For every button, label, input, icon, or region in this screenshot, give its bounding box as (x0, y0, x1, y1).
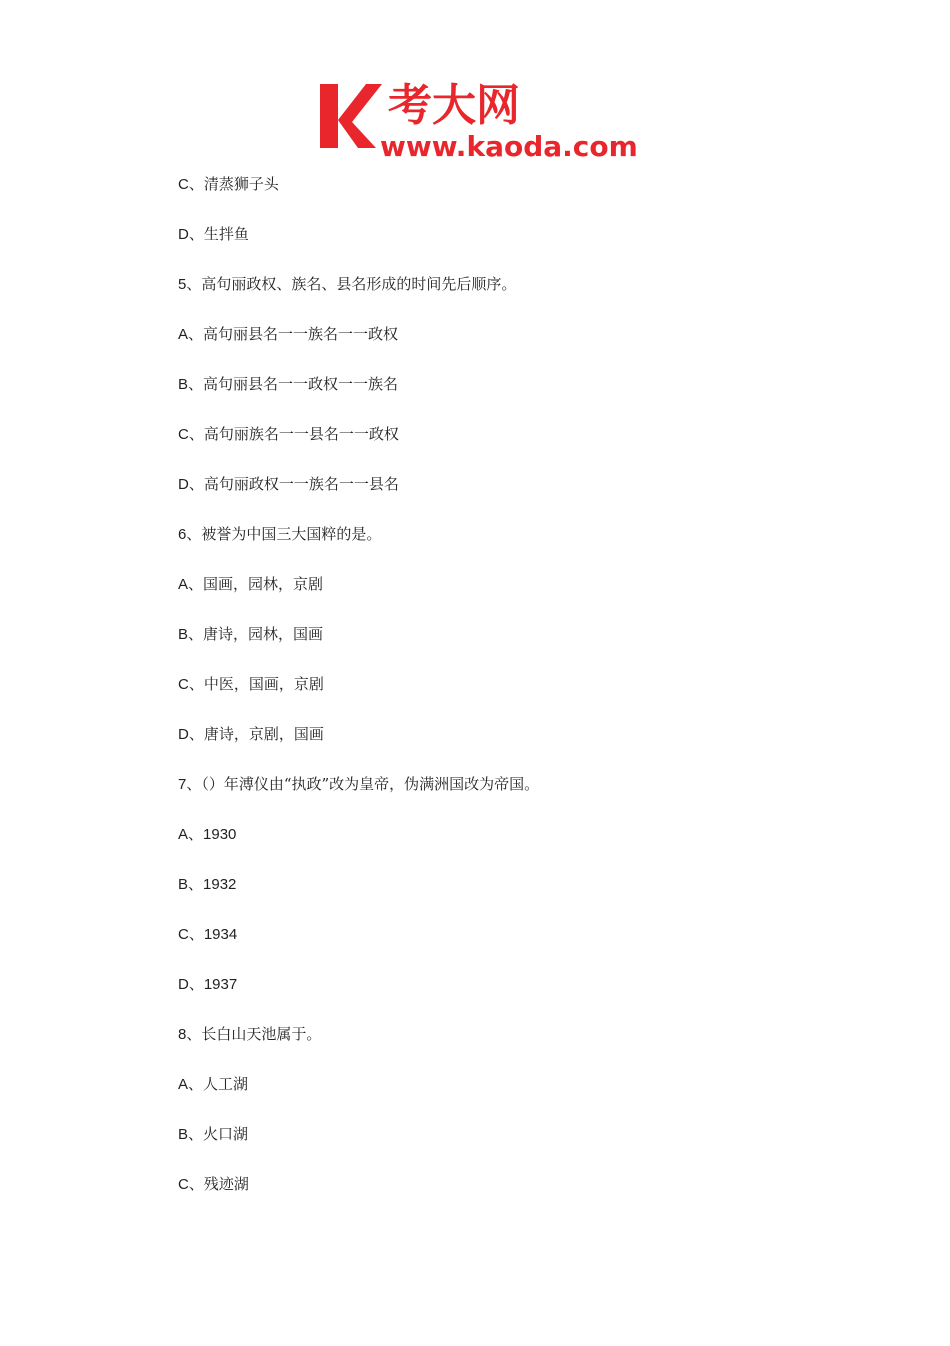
item-label: C、 (178, 1176, 204, 1193)
item-text: 1932 (203, 876, 237, 893)
item-text: 高句丽族名一一县名一一政权 (203, 425, 399, 443)
item-label: 5、 (178, 276, 202, 293)
item-label: 8、 (178, 1026, 202, 1043)
kaoda-logo (318, 76, 640, 160)
item-label: A、 (178, 826, 204, 843)
document-line (178, 420, 878, 470)
document-body (178, 170, 878, 1220)
item-text: 中医，国画，京剧 (203, 675, 324, 693)
document-line (178, 520, 878, 570)
item-text: 生拌鱼 (203, 225, 249, 243)
item-text: 人工湖 (203, 1075, 249, 1093)
item-text: （）年溥仪由“执政”改为皇帝，伪满洲国改为帝国。 (201, 775, 540, 793)
logo-url-text: www.kaoda.com (380, 130, 638, 160)
item-label: D、 (178, 476, 204, 493)
k-mark-icon (320, 84, 382, 148)
document-line (178, 670, 878, 720)
item-text: 高句丽县名一一族名一一政权 (203, 325, 399, 343)
document-line (178, 470, 878, 520)
document-line (178, 270, 878, 320)
item-text: 1934 (203, 926, 238, 943)
document-line (178, 220, 878, 270)
kaoda-logo-graphic (318, 76, 640, 160)
item-text: 清蒸狮子头 (203, 175, 279, 193)
item-label: D、 (178, 226, 204, 243)
item-label: 6、 (178, 526, 202, 543)
item-label: A、 (178, 1076, 204, 1093)
document-line (178, 970, 878, 1020)
item-text: 唐诗，京剧，国画 (203, 725, 324, 743)
item-label: B、 (178, 876, 204, 893)
document-line (178, 820, 878, 870)
item-label: C、 (178, 926, 204, 943)
item-label: B、 (178, 376, 204, 393)
item-label: D、 (178, 726, 204, 743)
item-text: 唐诗，园林，国画 (203, 625, 324, 643)
item-text: 长白山天池属于。 (201, 1025, 322, 1043)
item-text: 高句丽政权、族名、县名形成的时间先后顺序。 (201, 275, 517, 293)
item-label: A、 (178, 576, 204, 593)
document-line (178, 570, 878, 620)
item-text: 被誉为中国三大国粹的是。 (201, 525, 382, 543)
document-line (178, 170, 878, 220)
document-line (178, 720, 878, 770)
item-text: 高句丽县名一一政权一一族名 (203, 375, 399, 393)
item-label: B、 (178, 626, 204, 643)
item-label: C、 (178, 676, 204, 693)
item-text: 火口湖 (203, 1125, 249, 1143)
document-line (178, 620, 878, 670)
logo-cn-text: 考大网 (388, 80, 520, 131)
item-text: 残迹湖 (203, 1175, 249, 1193)
item-label: C、 (178, 426, 204, 443)
item-label: B、 (178, 1126, 204, 1143)
document-line (178, 870, 878, 920)
item-text: 国画，园林，京剧 (203, 575, 324, 593)
document-line (178, 1170, 878, 1220)
item-label: 7、 (178, 776, 202, 793)
document-line (178, 320, 878, 370)
document-line (178, 1120, 878, 1170)
document-line (178, 770, 878, 820)
item-label: C、 (178, 176, 204, 193)
item-label: A、 (178, 326, 204, 343)
item-text: 1937 (203, 976, 238, 993)
item-label: D、 (178, 976, 204, 993)
item-text: 1930 (203, 826, 237, 843)
document-line (178, 920, 878, 970)
item-text: 高句丽政权一一族名一一县名 (203, 475, 399, 493)
document-line (178, 370, 878, 420)
document-line (178, 1020, 878, 1070)
document-line (178, 1070, 878, 1120)
